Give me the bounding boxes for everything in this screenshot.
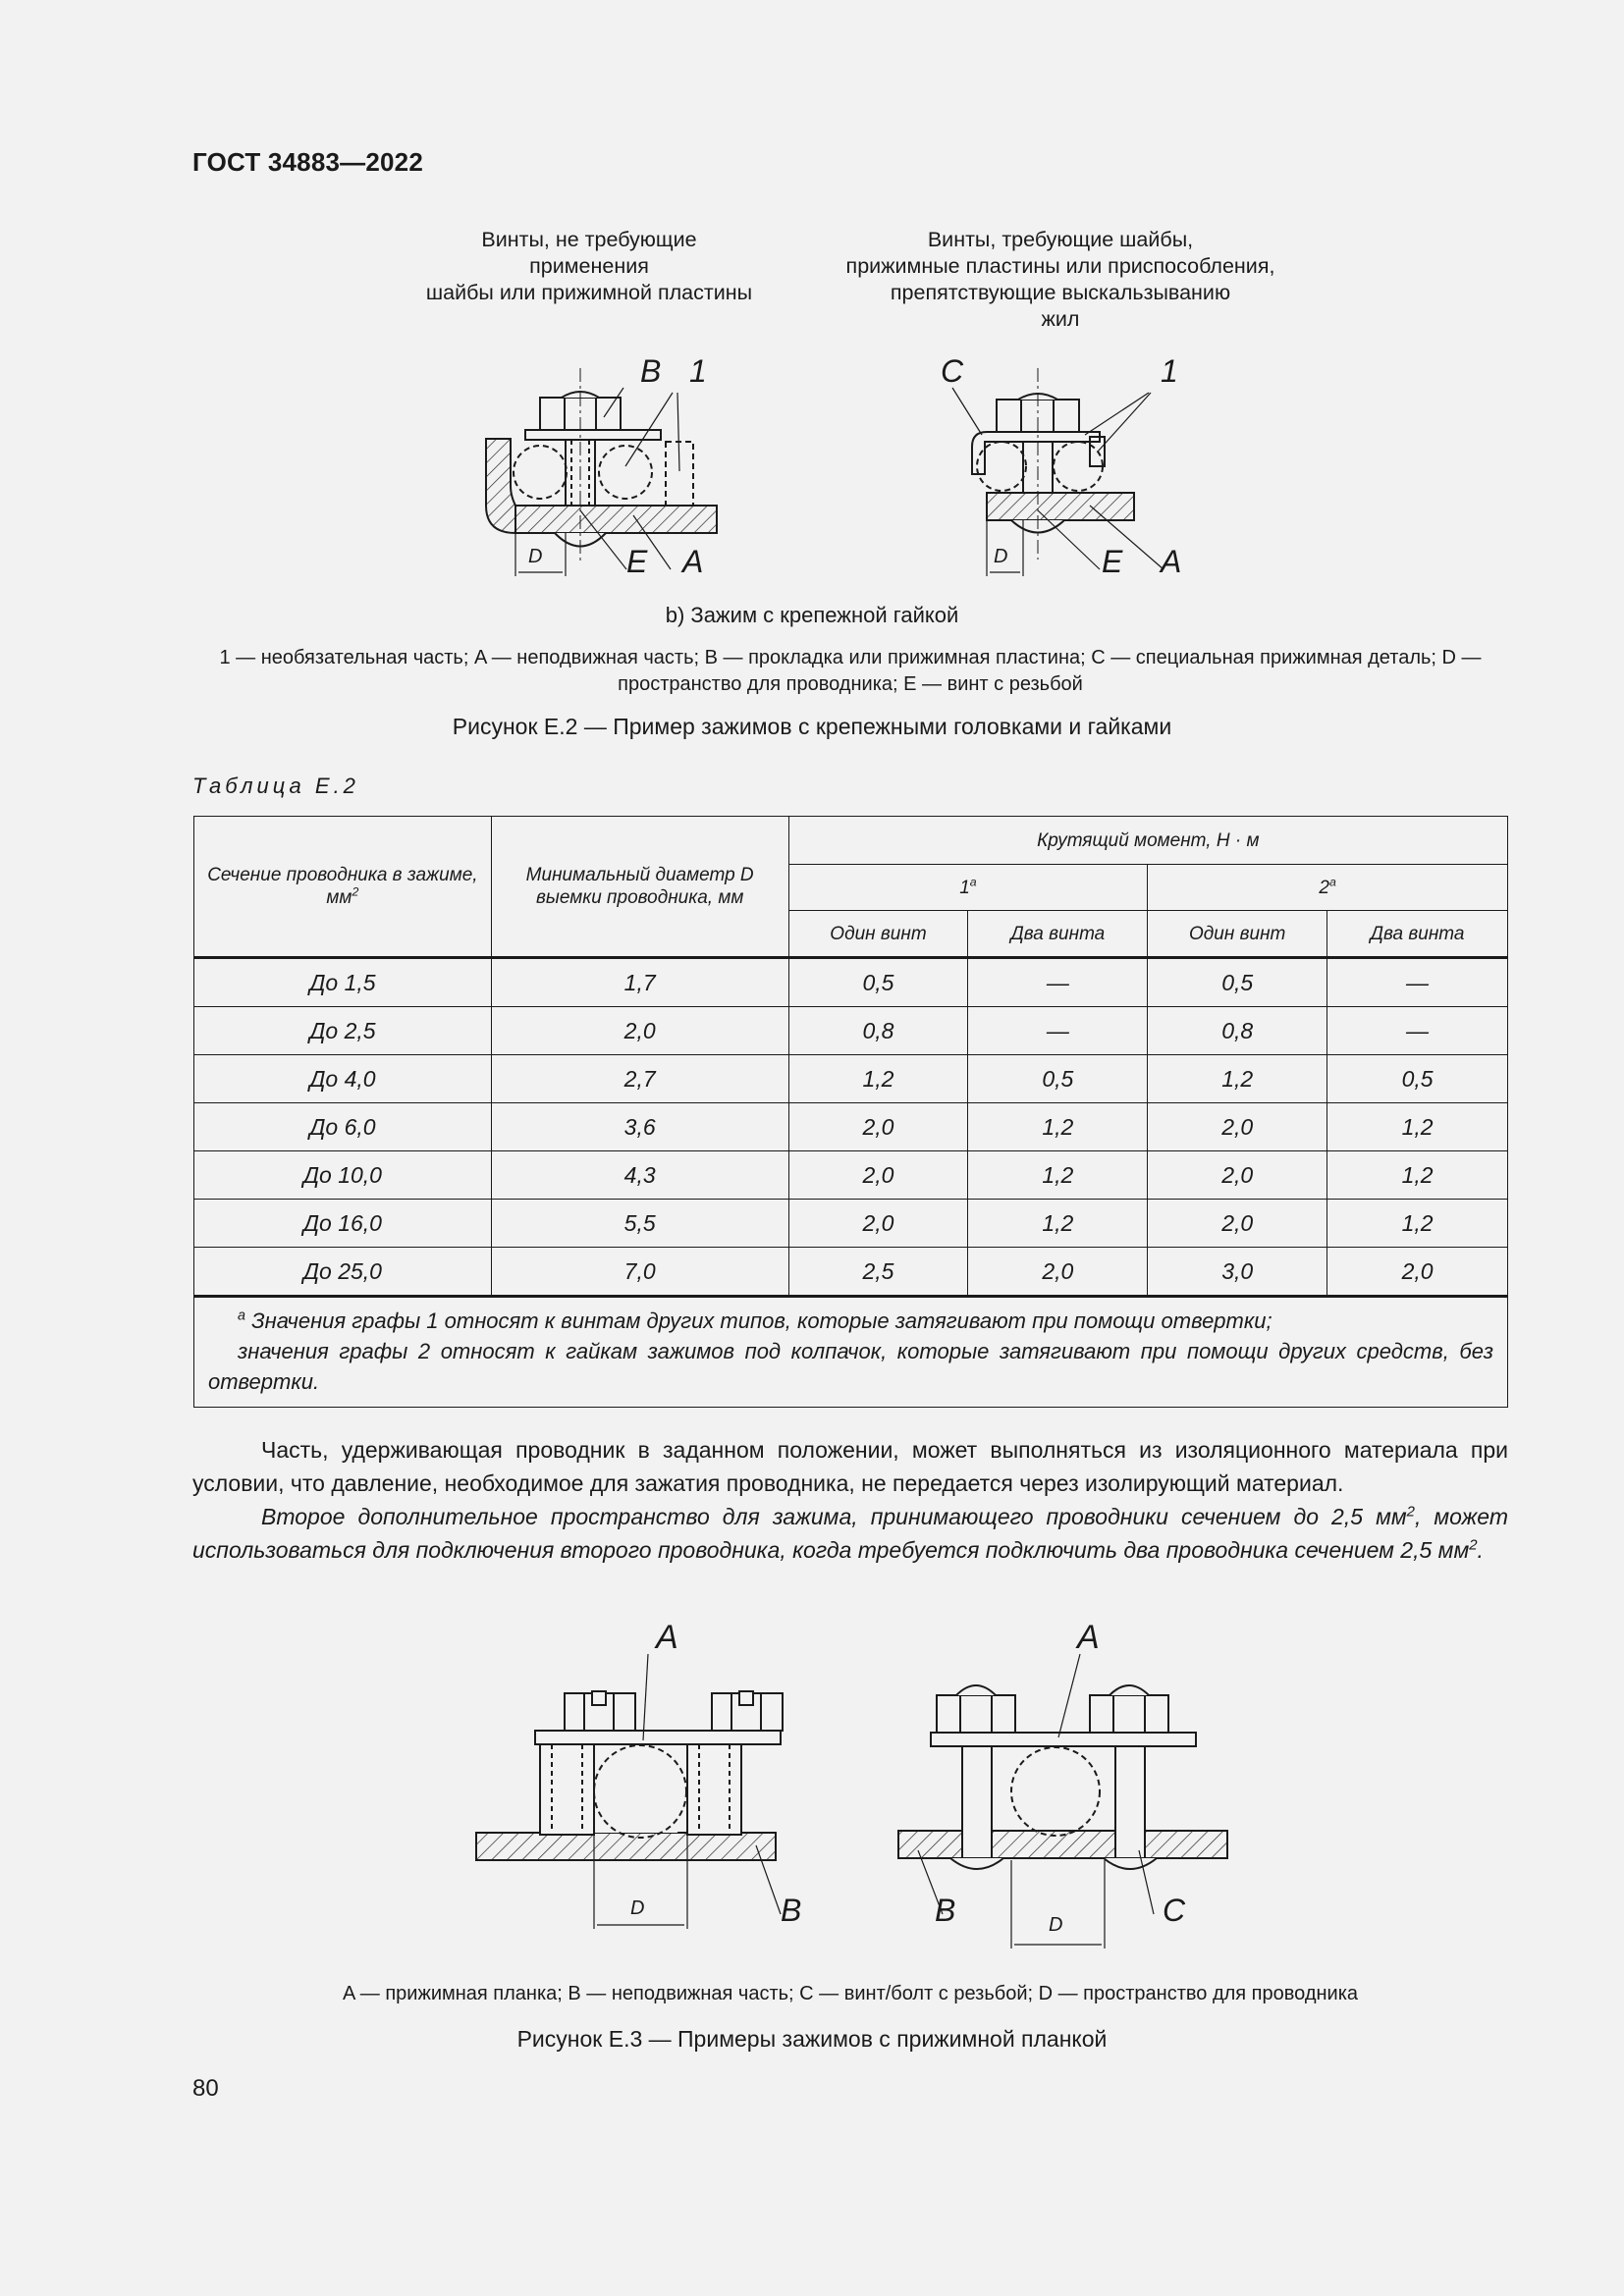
table-cell: 0,5	[968, 1055, 1148, 1103]
table-cell: 7,0	[491, 1248, 788, 1297]
clamp-right-drawing	[952, 368, 1164, 576]
table-cell: 2,7	[491, 1055, 788, 1103]
table-cell: До 1,5	[194, 958, 492, 1007]
header-one-screw: Один винт	[788, 911, 968, 958]
table-cell: 2,5	[788, 1248, 968, 1297]
header-cross-section: Сечение проводника в зажиме, $мм^2$	[194, 817, 492, 958]
table-cell: 0,8	[788, 1007, 968, 1055]
table-cell: 2,0	[788, 1103, 968, 1151]
label-e-left: E	[626, 544, 648, 579]
paragraph-1: Часть, удерживающая проводник в заданном положении, может выполняться из изоляционного материала при условии, что давление, необходимое для зажатия проводника, не передается через изолирующий материал.	[192, 1437, 1508, 1496]
table-row	[194, 1151, 1508, 1200]
label-1-right: 1	[1161, 353, 1178, 389]
body-text	[192, 1433, 1508, 1567]
table-row	[194, 1200, 1508, 1248]
label-a-right: A	[1077, 1619, 1100, 1656]
label-c-right: C	[1163, 1893, 1186, 1928]
table-cell: 3,0	[1148, 1248, 1327, 1297]
figure-e2-left-caption	[373, 227, 805, 306]
table-cell: 1,2	[1148, 1055, 1327, 1103]
torque-table	[193, 816, 1508, 1408]
table-footnote: $^a$ Значения графы 1 относят к винтам других типов, которые затягивают при помощи отвертки; значения графы 2 относят к гайкам зажимов под колпачок, которые затягивают при помощи других средств, без отвертки.	[194, 1297, 1508, 1408]
table-row	[194, 1007, 1508, 1055]
header-two-screws: Два винта	[968, 911, 1148, 958]
table-cell: —	[968, 1007, 1148, 1055]
label-d-right: D	[1049, 1914, 1063, 1936]
table-row	[194, 1055, 1508, 1103]
label-1-left: 1	[689, 353, 707, 389]
table-cell: 0,8	[1148, 1007, 1327, 1055]
header-group-2: 2$^a$	[1148, 865, 1508, 911]
table-cell: 1,2	[1327, 1200, 1508, 1248]
table-cell: 2,0	[968, 1248, 1148, 1297]
caption-line: жил	[1041, 307, 1080, 331]
table-row	[194, 1103, 1508, 1151]
label-e-right: E	[1102, 544, 1123, 579]
header-min-diameter: Минимальный диаметр D выемки проводника, мм	[491, 817, 788, 958]
table-cell: 3,6	[491, 1103, 788, 1151]
table-cell: 0,5	[788, 958, 968, 1007]
figure-e2-title: Рисунок Е.2 — Пример зажимов с крепежными головками и гайками	[452, 714, 1172, 739]
table-cell: До 2,5	[194, 1007, 492, 1055]
table-cell: 1,2	[1327, 1151, 1508, 1200]
table-cell: До 10,0	[194, 1151, 492, 1200]
table-cell: 0,5	[1148, 958, 1327, 1007]
table-cell: 1,2	[968, 1200, 1148, 1248]
page-number: 80	[192, 2075, 219, 2102]
table-cell: 1,7	[491, 958, 788, 1007]
label-b-left: B	[781, 1893, 802, 1928]
caption-line: Винты, не требующие	[481, 228, 697, 251]
figure-e3-drawing	[461, 1615, 1247, 1958]
document-header: ГОСТ 34883—2022	[192, 147, 423, 177]
label-b-left: B	[640, 353, 662, 389]
table-cell: —	[1327, 1007, 1508, 1055]
table-cell: 2,0	[788, 1151, 968, 1200]
label-a-left: A	[656, 1619, 678, 1656]
table-cell: 2,0	[491, 1007, 788, 1055]
table-title: Таблица Е.2	[192, 774, 359, 798]
table-cell: 2,0	[1148, 1200, 1327, 1248]
label-a-left: A	[682, 544, 704, 579]
figure-e3-title: Рисунок Е.3 — Примеры зажимов с прижимной планкой	[516, 2026, 1108, 2052]
figure-e3-legend: A — прижимная планка; B — неподвижная часть; C — винт/болт с резьбой; D — пространство для проводника	[342, 1983, 1359, 2004]
header-group-1: 1$^a$	[788, 865, 1148, 911]
table-cell: —	[968, 958, 1148, 1007]
table-cell: 2,0	[1148, 1103, 1327, 1151]
table-cell: До 16,0	[194, 1200, 492, 1248]
table-cell: 1,2	[788, 1055, 968, 1103]
caption-line: применения	[529, 254, 649, 278]
table-cell: До 6,0	[194, 1103, 492, 1151]
table-cell: 0,5	[1327, 1055, 1508, 1103]
table-cell: До 4,0	[194, 1055, 492, 1103]
clamp-bar-left-drawing	[476, 1654, 783, 1929]
table-cell: 1,2	[1327, 1103, 1508, 1151]
table-cell: —	[1327, 958, 1508, 1007]
table-cell: 1,2	[968, 1103, 1148, 1151]
table-cell: 4,3	[491, 1151, 788, 1200]
table-cell: 2,0	[788, 1200, 968, 1248]
table-cell: 1,2	[968, 1151, 1148, 1200]
label-d-right: D	[994, 546, 1008, 567]
table-cell: 2,0	[1148, 1151, 1327, 1200]
table-cell: 5,5	[491, 1200, 788, 1248]
header-torque: Крутящий момент, Н · м	[788, 817, 1507, 865]
table-row	[194, 1248, 1508, 1297]
figure-e2-legend: 1 — необязательная часть; A — неподвижная часть; B — прокладка или прижимная пластина; C — специальная прижимная деталь; D — пространство для проводника; E — винт с резьбой	[219, 647, 1482, 695]
caption-line: прижимные пластины или приспособления,	[845, 254, 1275, 278]
label-b-right: B	[935, 1893, 956, 1928]
caption-line: шайбы или прижимной пластины	[425, 281, 753, 304]
table-cell: 2,0	[1327, 1248, 1508, 1297]
table-row	[194, 958, 1508, 1007]
header-one-screw: Один винт	[1148, 911, 1327, 958]
label-a-right: A	[1161, 544, 1182, 579]
label-d-left: D	[528, 546, 543, 567]
caption-line: препятствующие выскальзыванию	[890, 281, 1231, 304]
figure-e2-drawing	[461, 348, 1218, 584]
caption-line: Винты, требующие шайбы,	[927, 228, 1194, 251]
label-c-right: C	[941, 353, 964, 389]
paragraph-2: Второе дополнительное пространство для зажима, принимающего проводники сечением до 2,5 $мм^2$, может использоваться для подключения второго проводника, когда требуется подключить два проводника сечением 2,5 $мм^2$.	[192, 1503, 1508, 1563]
figure-e2-subcaption: b) Зажим с крепежной гайкой	[665, 603, 959, 627]
figure-e2-right-caption	[805, 227, 1316, 333]
header-two-screws: Два винта	[1327, 911, 1508, 958]
label-d-left: D	[630, 1897, 645, 1919]
table-cell: До 25,0	[194, 1248, 492, 1297]
